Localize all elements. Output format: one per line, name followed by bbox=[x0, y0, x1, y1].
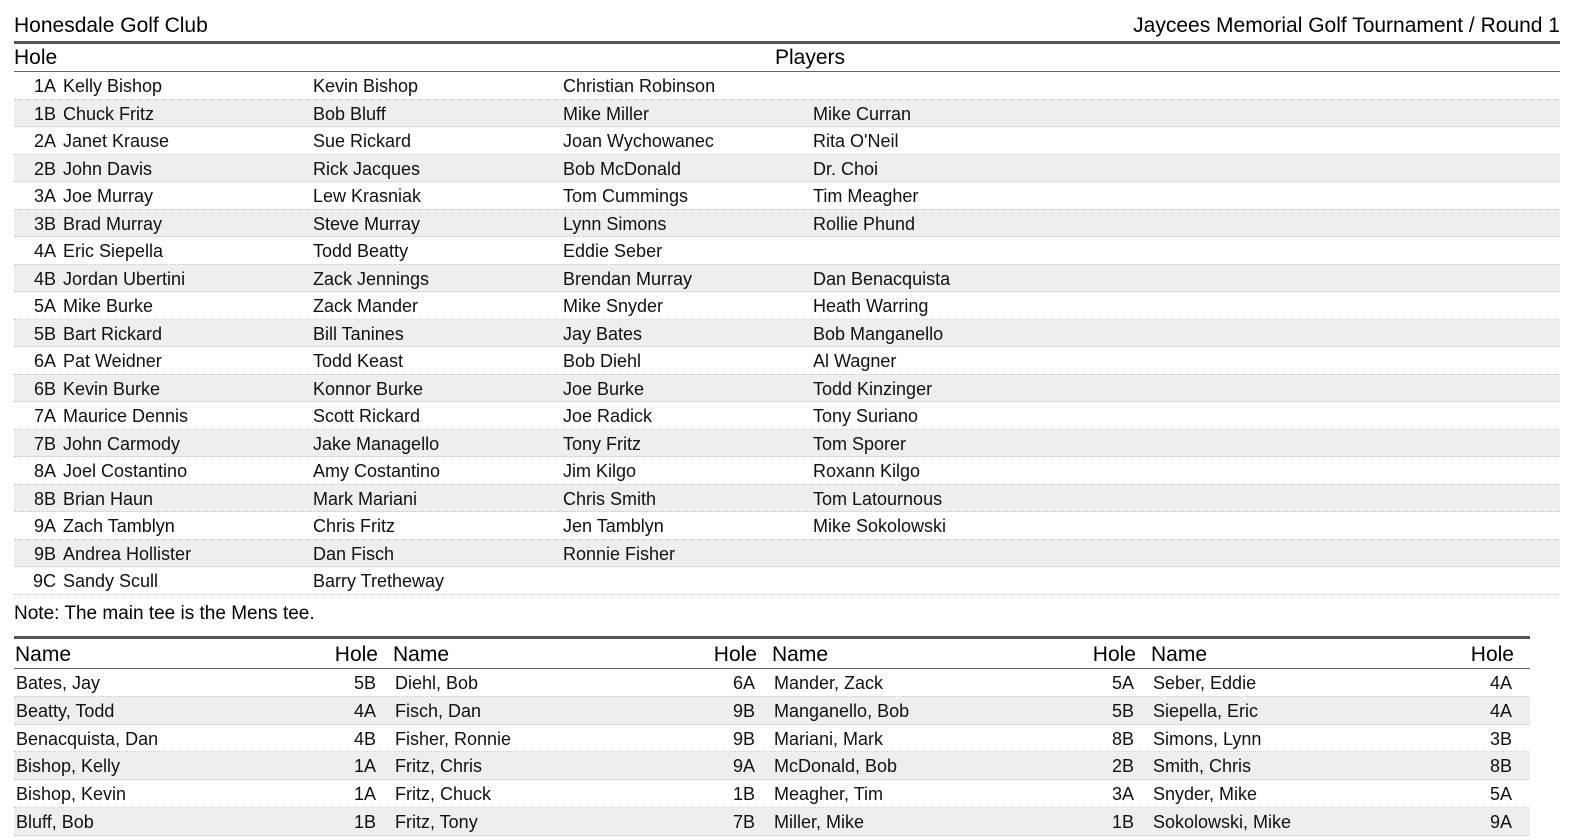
index-hole: 1B bbox=[353, 811, 376, 832]
index-row bbox=[14, 697, 1530, 725]
hole-cell: 1B bbox=[33, 103, 56, 124]
player-name: Tom Latournous bbox=[813, 488, 943, 509]
player-name: Kevin Burke bbox=[63, 378, 161, 399]
player-name: Jay Bates bbox=[563, 323, 643, 344]
hole-cell: 5B bbox=[33, 323, 56, 344]
player-name: Heath Warring bbox=[813, 296, 929, 316]
assignment-row bbox=[14, 155, 1560, 183]
assignment-row bbox=[14, 72, 1560, 100]
player-name: Amy Costantino bbox=[313, 461, 441, 481]
tee-note: Note: The main tee is the Mens tee. bbox=[14, 603, 315, 624]
hole-cell: 7A bbox=[33, 406, 56, 426]
assignment-row bbox=[14, 292, 1560, 320]
index-row bbox=[14, 669, 1530, 697]
hole-cell: 1A bbox=[33, 76, 56, 96]
assignment-row bbox=[14, 567, 1560, 595]
index-player-name: McDonald, Bob bbox=[774, 756, 898, 777]
hole-cell: 4B bbox=[33, 268, 56, 289]
hole-cell: 2A bbox=[33, 131, 56, 151]
player-name: Jen Tamblyn bbox=[563, 516, 664, 536]
player-name: Mike Curran bbox=[813, 103, 912, 124]
player-name: Bob Manganello bbox=[813, 323, 944, 344]
player-index-table bbox=[14, 636, 1530, 836]
index-player-name: Simons, Lynn bbox=[1153, 728, 1262, 749]
players-column-header: Players bbox=[775, 46, 846, 69]
assignment-row bbox=[14, 265, 1560, 293]
index-player-name: Manganello, Bob bbox=[774, 700, 910, 721]
hole-cell: 5A bbox=[33, 296, 56, 316]
page-header bbox=[14, 13, 1560, 44]
player-name: Brian Haun bbox=[63, 488, 154, 509]
player-name: Eddie Seber bbox=[563, 241, 663, 261]
index-player-name: Miller, Mike bbox=[774, 811, 865, 832]
index-hole: 1B bbox=[732, 784, 755, 805]
hole-column-header: Hole bbox=[334, 643, 378, 666]
player-name: Jim Kilgo bbox=[563, 461, 637, 481]
player-name: Kevin Bishop bbox=[313, 76, 419, 96]
index-player-name: Mander, Zack bbox=[774, 673, 884, 693]
player-name: Lynn Simons bbox=[563, 213, 667, 234]
player-name: Bob Diehl bbox=[563, 351, 642, 371]
index-row bbox=[14, 780, 1530, 808]
index-hole: 8B bbox=[1111, 728, 1134, 749]
player-name: Joe Murray bbox=[63, 186, 154, 206]
index-player-name: Bates, Jay bbox=[16, 673, 101, 693]
index-player-name: Fritz, Chris bbox=[395, 756, 482, 777]
player-name: Mike Snyder bbox=[563, 296, 664, 316]
assignment-row bbox=[14, 127, 1560, 155]
player-name: Jake Managello bbox=[313, 433, 440, 454]
index-hole: 3A bbox=[1111, 784, 1134, 805]
player-name: Joe Radick bbox=[563, 406, 653, 426]
player-name: Dr. Choi bbox=[813, 158, 879, 179]
player-name: Eric Siepella bbox=[63, 241, 164, 261]
player-name: Mike Burke bbox=[63, 296, 154, 316]
player-name: Zach Tamblyn bbox=[63, 516, 175, 536]
index-row bbox=[14, 808, 1530, 836]
index-row bbox=[14, 725, 1530, 753]
player-name: Pat Weidner bbox=[63, 351, 162, 371]
index-player-name: Fritz, Tony bbox=[395, 811, 478, 832]
index-player-name: Siepella, Eric bbox=[1153, 700, 1259, 721]
player-name: Tom Sporer bbox=[813, 433, 907, 454]
player-name: Jordan Ubertini bbox=[63, 268, 186, 289]
index-hole: 3B bbox=[1489, 728, 1512, 749]
player-name: Joe Burke bbox=[563, 378, 645, 399]
index-hole: 4A bbox=[353, 700, 376, 721]
index-hole: 8B bbox=[1489, 756, 1512, 777]
hole-cell: 8A bbox=[33, 461, 56, 481]
player-name: Sandy Scull bbox=[63, 571, 159, 591]
assignment-row bbox=[14, 375, 1560, 403]
player-name: Dan Benacquista bbox=[813, 268, 951, 289]
assignment-row bbox=[14, 485, 1560, 513]
index-player-name: Bluff, Bob bbox=[16, 811, 94, 832]
index-player-name: Fritz, Chuck bbox=[395, 784, 492, 805]
index-player-name: Bishop, Kelly bbox=[16, 756, 121, 777]
player-name: Barry Tretheway bbox=[313, 571, 445, 591]
player-name: Todd Kinzinger bbox=[813, 378, 933, 399]
player-name: Bob Bluff bbox=[313, 103, 386, 124]
hole-cell: 3B bbox=[33, 213, 56, 234]
player-name: Andrea Hollister bbox=[63, 543, 192, 564]
hole-cell: 4A bbox=[33, 241, 56, 261]
player-name: Brad Murray bbox=[63, 213, 163, 234]
assignment-row bbox=[14, 430, 1560, 458]
index-hole: 1A bbox=[353, 756, 376, 777]
player-name: John Carmody bbox=[63, 433, 181, 454]
index-player-name: Benacquista, Dan bbox=[16, 728, 159, 749]
player-name: John Davis bbox=[63, 158, 153, 179]
assignment-row bbox=[14, 100, 1560, 128]
assignments-header bbox=[14, 44, 1560, 72]
player-name: Zack Mander bbox=[313, 296, 419, 316]
player-name: Bob McDonald bbox=[563, 158, 682, 179]
assignment-row bbox=[14, 320, 1560, 348]
assignment-row bbox=[14, 457, 1560, 485]
club-name: Honesdale Golf Club bbox=[14, 14, 208, 37]
player-name: Al Wagner bbox=[813, 351, 897, 371]
assignment-row bbox=[14, 210, 1560, 238]
hole-assignments-table bbox=[14, 72, 1560, 595]
assignment-row bbox=[14, 347, 1560, 375]
player-name: Chris Smith bbox=[563, 488, 657, 509]
index-hole: 5A bbox=[1489, 784, 1512, 805]
player-name: Lew Krasniak bbox=[313, 186, 422, 206]
index-player-name: Beatty, Todd bbox=[16, 700, 115, 721]
index-hole: 1B bbox=[1111, 811, 1134, 832]
hole-cell: 6A bbox=[33, 351, 56, 371]
assignment-row bbox=[14, 512, 1560, 540]
assignment-row bbox=[14, 237, 1560, 265]
player-name: Todd Keast bbox=[313, 351, 404, 371]
index-hole: 5B bbox=[1111, 700, 1134, 721]
index-hole: 4B bbox=[353, 728, 376, 749]
player-name: Steve Murray bbox=[313, 213, 421, 234]
index-player-name: Seber, Eddie bbox=[1153, 673, 1257, 693]
hole-cell: 9B bbox=[33, 543, 56, 564]
index-hole: 7B bbox=[732, 811, 755, 832]
assignment-row bbox=[14, 182, 1560, 210]
player-name: Chris Fritz bbox=[313, 516, 395, 536]
player-name: Mark Mariani bbox=[313, 488, 418, 509]
player-name: Ronnie Fisher bbox=[563, 543, 676, 564]
index-player-name: Fisch, Dan bbox=[395, 700, 482, 721]
hole-column-header: Hole bbox=[1092, 643, 1136, 666]
player-name: Tony Fritz bbox=[563, 433, 642, 454]
player-name: Janet Krause bbox=[63, 131, 170, 151]
index-hole: 4A bbox=[1489, 700, 1512, 721]
index-hole: 2B bbox=[1111, 756, 1134, 777]
index-player-name: Sokolowski, Mike bbox=[1153, 811, 1292, 832]
index-hole: 9B bbox=[732, 700, 755, 721]
player-name: Christian Robinson bbox=[563, 76, 716, 96]
index-hole: 6A bbox=[732, 673, 755, 693]
hole-cell: 9A bbox=[33, 516, 56, 536]
player-name: Konnor Burke bbox=[313, 378, 424, 399]
index-player-name: Smith, Chris bbox=[1153, 756, 1252, 777]
name-column-header: Name bbox=[1151, 643, 1208, 666]
hole-cell: 9C bbox=[32, 571, 56, 591]
name-column-header: Name bbox=[393, 643, 450, 666]
index-player-name: Fisher, Ronnie bbox=[395, 728, 512, 749]
index-player-name: Meagher, Tim bbox=[774, 784, 884, 805]
player-name: Mike Miller bbox=[563, 103, 650, 124]
hole-cell: 3A bbox=[33, 186, 56, 206]
hole-column-header: Hole bbox=[14, 46, 58, 69]
player-name: Tim Meagher bbox=[813, 186, 919, 206]
player-name: Zack Jennings bbox=[313, 268, 430, 289]
hole-column-header: Hole bbox=[713, 643, 757, 666]
index-hole: 1A bbox=[353, 784, 376, 805]
player-name: Maurice Dennis bbox=[63, 406, 189, 426]
index-row bbox=[14, 752, 1530, 780]
index-player-name: Bishop, Kevin bbox=[16, 784, 127, 805]
player-name: Brendan Murray bbox=[563, 268, 693, 289]
index-hole: 9A bbox=[732, 756, 755, 777]
index-player-name: Diehl, Bob bbox=[395, 673, 479, 693]
index-hole: 4A bbox=[1489, 673, 1512, 693]
player-name: Rollie Phund bbox=[813, 213, 916, 234]
player-name: Mike Sokolowski bbox=[813, 516, 947, 536]
player-name: Todd Beatty bbox=[313, 241, 409, 261]
player-index-header bbox=[14, 639, 1530, 669]
player-name: Bill Tanines bbox=[313, 323, 404, 344]
index-player-name: Snyder, Mike bbox=[1153, 784, 1258, 805]
player-name: Chuck Fritz bbox=[63, 103, 155, 124]
player-name: Joan Wychowanec bbox=[563, 131, 714, 151]
player-name: Rick Jacques bbox=[313, 158, 421, 179]
index-hole: 5A bbox=[1111, 673, 1134, 693]
event-title: Jaycees Memorial Golf Tournament / Round 1 bbox=[1133, 14, 1560, 37]
player-name: Dan Fisch bbox=[313, 543, 395, 564]
player-name: Roxann Kilgo bbox=[813, 461, 921, 481]
player-name: Sue Rickard bbox=[313, 131, 412, 151]
name-column-header: Name bbox=[15, 643, 72, 666]
player-name: Tony Suriano bbox=[813, 406, 919, 426]
player-name: Kelly Bishop bbox=[63, 76, 163, 96]
player-name: Tom Cummings bbox=[563, 186, 689, 206]
hole-column-header: Hole bbox=[1470, 643, 1514, 666]
index-hole: 9B bbox=[732, 728, 755, 749]
hole-cell: 6B bbox=[33, 378, 56, 399]
hole-cell: 7B bbox=[33, 433, 56, 454]
player-name: Rita O'Neil bbox=[813, 131, 899, 151]
player-name: Joel Costantino bbox=[63, 461, 188, 481]
index-player-name: Mariani, Mark bbox=[774, 728, 884, 749]
name-column-header: Name bbox=[772, 643, 829, 666]
assignment-row bbox=[14, 402, 1560, 430]
hole-cell: 2B bbox=[33, 158, 56, 179]
player-index-rows bbox=[14, 669, 1530, 836]
player-name: Bart Rickard bbox=[63, 323, 163, 344]
hole-cell: 8B bbox=[33, 488, 56, 509]
index-hole: 9A bbox=[1489, 811, 1512, 832]
assignment-row bbox=[14, 540, 1560, 568]
index-hole: 5B bbox=[353, 673, 376, 693]
player-name: Scott Rickard bbox=[313, 406, 421, 426]
